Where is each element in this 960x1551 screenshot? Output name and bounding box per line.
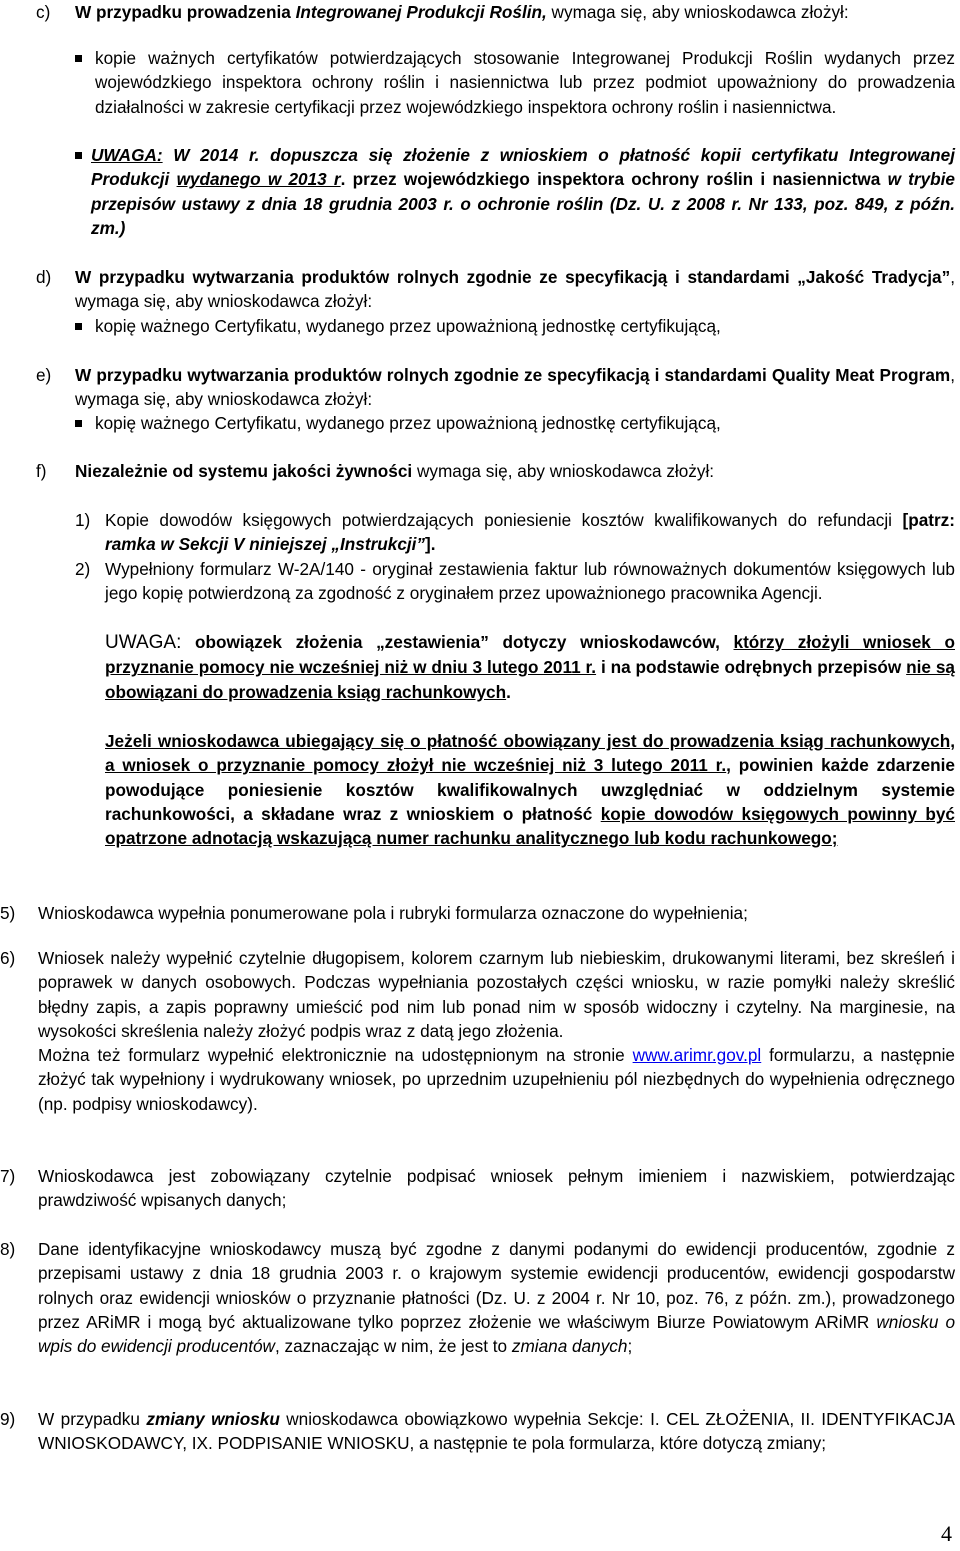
item-c-note-label: UWAGA: <box>91 145 163 165</box>
item-e-marker: e) <box>36 365 52 385</box>
item-9-c: wnioskodawca obowiązkowo wypełnia Sekcje: I. CEL ZŁOŻENIA, II. IDENTYFIKACJA WNIOSKODAWCY, IX. PODPISANIE WNIOSKU, a następnie te pola formularza, które dotyczą zmiany; <box>38 1409 955 1454</box>
item-9-b: zmiany wniosku <box>146 1409 280 1429</box>
bullet-icon <box>75 55 82 62</box>
item-f-1-marker: 1) <box>75 510 91 530</box>
item-8-b: wniosku o wpis do ewidencji producentów <box>38 1311 956 1357</box>
bullet-icon <box>75 323 82 330</box>
item-f-2-note-label: UWAGA: <box>105 632 182 653</box>
item-7-text: Wnioskodawca jest zobowiązany czytelnie podpisać wniosek pełnym imieniem i nazwiskiem, potwierdzając prawdziwość wpisanych danych; <box>38 1166 955 1211</box>
item-6 <box>38 946 955 1116</box>
item-8-d: zmiana danych <box>511 1336 628 1357</box>
item-9-a: W przypadku <box>38 1409 147 1429</box>
item-f-heading <box>75 459 955 483</box>
item-c-bullet-1 <box>95 46 955 119</box>
item-9 <box>38 1407 955 1456</box>
item-6-electronic-b: formularzu, a następnie złożyć tak wypełniony i wydrukowany wniosek, po uprzednim uzupełnieniu pól niezbędnych do wypełnienia odręcznego (np. podpisy wnioskodawcy). <box>38 1045 955 1114</box>
item-d-lead: W przypadku wytwarzania produktów rolnych zgodnie ze specyfikacją i standardami „Jakość Tradycja” <box>75 267 951 287</box>
item-f-2-bookkeeping-c: kopie dowodów księgowych powinny być opatrzone adnotacją wskazującą numer rachunku analitycznego lub kodu rachunkowego; <box>105 803 955 849</box>
page-number: 4 <box>941 1521 952 1546</box>
item-d-rest: , wymaga się, aby wnioskodawca złożył: <box>75 267 955 312</box>
item-e-heading <box>75 363 955 412</box>
item-6-marker: 6) <box>0 948 16 968</box>
item-9-marker: 9) <box>0 1409 16 1429</box>
item-c-bullet-1-text: kopie ważnych certyfikatów potwierdzających stosowanie Integrowanej Produkcji Roślin wydanych przez wojewódzkiego inspektora ochrony roślin i nasiennictwa lub przez podmiot upoważniony do prowadzenia działalności w zakresie certyfikacji przez wojewódzkiego inspektora ochrony roślin i nasiennictwa. <box>95 48 955 117</box>
bullet-icon <box>75 152 82 159</box>
item-f-2-note-c: którzy złożyli wniosek o przyznanie pomocy nie wcześniej niż w dniu 3 lutego 2011 r. <box>105 632 955 678</box>
item-5-marker: 5) <box>0 903 16 923</box>
item-e-bullet <box>95 411 955 435</box>
item-c-note <box>91 143 955 240</box>
item-7 <box>38 1164 955 1213</box>
item-6-text: Wniosek należy wypełnić czytelnie długopisem, kolorem czarnym lub niebieskim, drukowanymi literami, bez skreśleń i poprawek w danych osobowych. Podczas wypełniania pozostałych części wniosku, w razie pomyłki należy skreślić błędny zapis, a zapis poprawny umieścić pod nim lub ponad nim w sposób widoczny i czytelny. Na marginesie, na wysokości skreślenia należy złożyć podpis wraz z datą jego złożenia. <box>38 948 955 1041</box>
item-c-note-e: w trybie przepisów ustawy z dnia 18 grudnia 2003 r. o ochronie roślin (Dz. U. z 2008 r. Nr 133, poz. 849, z późn. zm.) <box>91 169 955 238</box>
item-8-a: Dane identyfikacyjne wnioskodawcy muszą być zgodne z danymi podanymi do ewidencji producentów, zgodnie z przepisami ustawy z dnia 18 grudnia 2003 r. o krajowym systemie ewidencji producentów, ewidencji gospodarstw rolnych oraz ewidencji wniosków o przyznanie płatności (Dz. U. z 2004 r. Nr 10, poz. 76, z późn. zm.), prowadzonego przez ARiMR i mogą być aktualizowane tylko poprzez złożenie we właściwym Biurze Powiatowym ARiMR <box>38 1239 955 1332</box>
item-8 <box>38 1237 955 1358</box>
item-c-note-d: . przez wojewódzkiego inspektora ochrony roślin i nasiennictwa <box>340 169 888 190</box>
item-d-bullet <box>95 314 955 338</box>
item-f-2-note-f: . <box>506 681 511 702</box>
item-f-rest: wymaga się, aby wnioskodawca złożył: <box>412 461 715 481</box>
item-f-1-c: ramka w Sekcji V niniejszej „Instrukcji” <box>105 534 426 555</box>
item-6-electronic <box>38 1043 955 1116</box>
item-d-marker: d) <box>36 267 52 287</box>
arimr-link[interactable]: www.arimr.gov.pl <box>632 1045 762 1066</box>
item-f-2-note-b: obowiązek złożenia „zestawienia” dotyczy wnioskodawców, <box>181 632 734 652</box>
bullet-icon <box>75 420 82 427</box>
item-7-marker: 7) <box>0 1166 16 1186</box>
item-f-1 <box>105 508 955 557</box>
item-e-lead: W przypadku wytwarzania produktów rolnych zgodnie ze specyfikacją i standardami Quality Meat Program <box>75 365 951 385</box>
item-f-2 <box>105 557 955 606</box>
item-8-c: , zaznaczając w nim, że jest to <box>274 1336 512 1357</box>
item-e-bullet-text: kopię ważnego Certyfikatu, wydanego przez upoważnioną jednostkę certyfikującą, <box>95 413 721 433</box>
item-e-rest: , wymaga się, aby wnioskodawca złożył: <box>75 365 955 410</box>
item-f-marker: f) <box>36 461 47 481</box>
item-c-lead: W przypadku prowadzenia <box>75 2 291 22</box>
item-f-2-bookkeeping <box>105 729 955 850</box>
item-6-electronic-a: Można też formularz wypełnić elektronicznie na udostępnionym na stronie <box>38 1045 633 1066</box>
item-f-1-d: ]. <box>425 534 436 555</box>
item-5-text: Wnioskodawca wypełnia ponumerowane pola i rubryki formularza oznaczone do wypełnienia; <box>38 903 748 923</box>
item-f-2-bookkeeping-a: Jeżeli wnioskodawca ubiegający się o płatność obowiązany jest do prowadzenia ksiąg rachunkowych, a wniosek o przyznanie pomocy złożył nie wcześniej niż 3 lutego 2011 r. <box>105 731 955 776</box>
item-c-marker: c) <box>36 2 51 22</box>
item-f-2-text: Wypełniony formularz W-2A/140 - oryginał zestawienia faktur lub równoważnych dokumentów księgowych lub jego kopię potwierdzoną za zgodność z oryginałem przez upoważnionego pracownika Agencji. <box>105 559 955 604</box>
item-c-note-c: wydanego w 2013 r <box>176 169 341 190</box>
item-f-2-note-d: i na podstawie odrębnych przepisów <box>596 657 907 678</box>
item-c-rest: wymaga się, aby wnioskodawca złożył: <box>546 2 849 22</box>
item-d-bullet-text: kopię ważnego Certyfikatu, wydanego przez upoważnioną jednostkę certyfikującą, <box>95 316 721 336</box>
item-8-e: ; <box>627 1336 633 1357</box>
item-5 <box>38 901 955 925</box>
item-f-1-b: [patrz: <box>902 510 955 530</box>
item-f-1-text: Kopie dowodów księgowych potwierdzających poniesienie kosztów kwalifikowanych do refundacji <box>105 510 903 530</box>
item-d-heading <box>75 265 955 314</box>
item-c-ipr: Integrowanej Produkcji Roślin, <box>295 2 547 22</box>
item-8-marker: 8) <box>0 1239 16 1259</box>
item-f-lead: Niezależnie od systemu jakości żywności <box>75 461 413 481</box>
item-f-2-note <box>105 630 955 704</box>
item-f-2-note-e: nie są obowiązani do prowadzenia ksiąg rachunkowych <box>105 657 955 702</box>
item-c-note-b: W 2014 r. dopuszcza się złożenie z wnioskiem o płatność kopii certyfikatu Integrowanej Produkcji <box>91 145 955 190</box>
item-f-2-marker: 2) <box>75 559 91 579</box>
item-f-2-bookkeeping-b: , powinien każde zdarzenie powodujące poniesienie kosztów kwalifikowalnych uwzględniać w oddzielnym systemie rachunkowości, a składane wraz z wnioskiem o płatność <box>105 755 955 824</box>
item-c-heading <box>75 0 955 24</box>
